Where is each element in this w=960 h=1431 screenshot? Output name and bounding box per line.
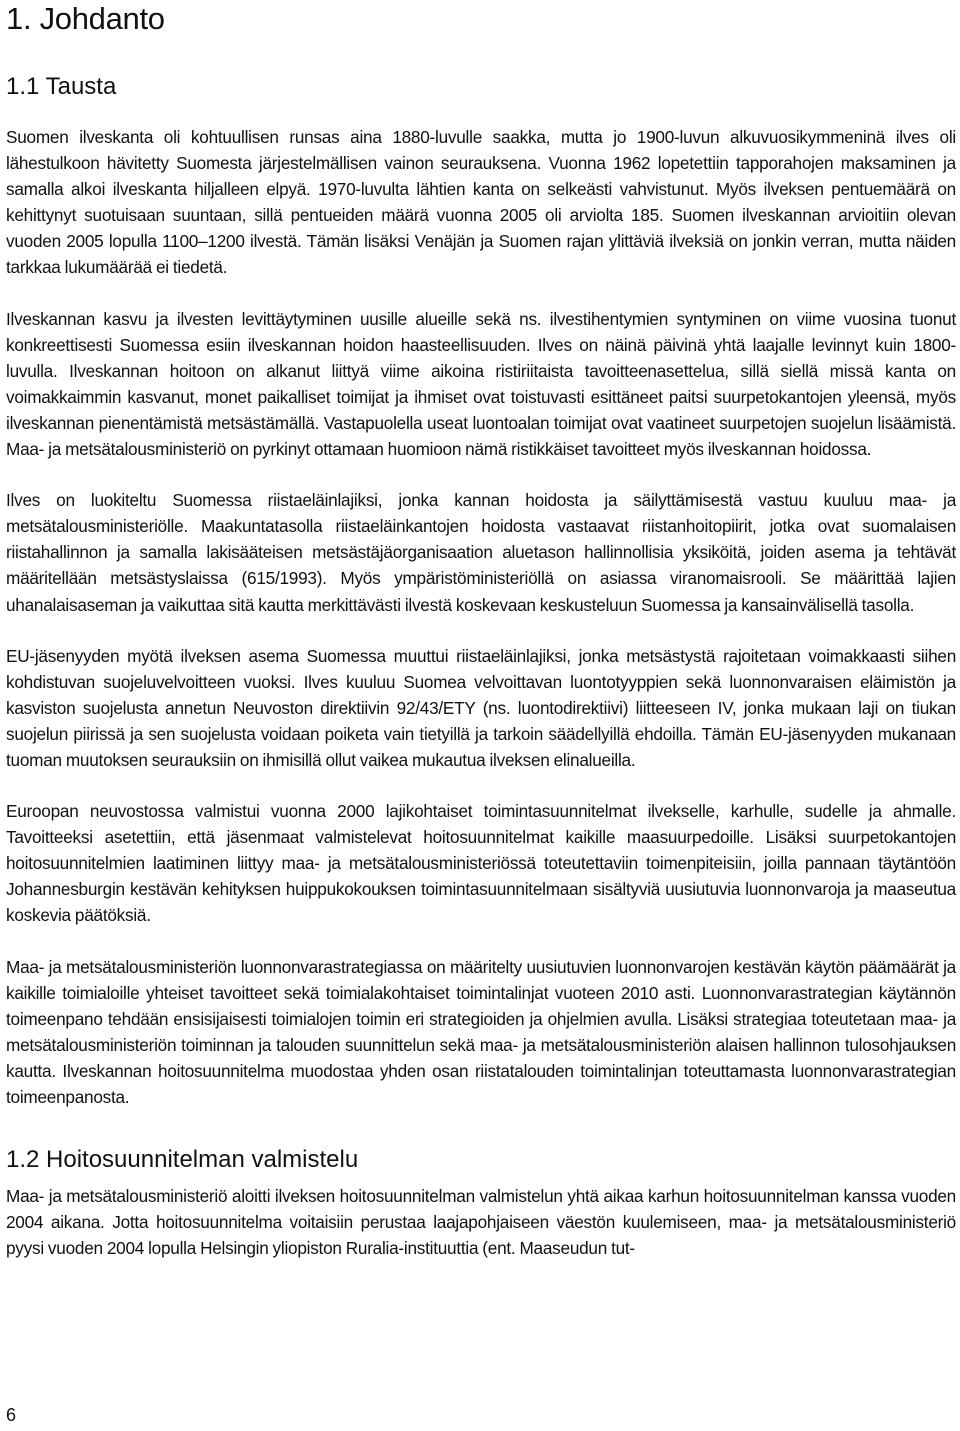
paragraph-eu-jasenyys: EU-jäsenyyden myötä ilveksen asema Suomessa muuttui riistaeläinlajiksi, jonka metsästystä rajoitetaan voimakkaasti siihen kohdistuvan suojeluvelvoitteen vuoksi. Ilves kuuluu Suomea velvoittavan luontotyyppien sekä luonnonvaraisen eläimistön ja kasviston suojelusta annetun Neuvoston direktiivin 92/43/ETY (ns. luontodirektiivi) liitteeseen IV, jonka mukaan laji on tiukan suojelun piirissä ja sen suojelusta voidaan poiketa vain tietyillä ja tarkoin säädellyillä ehdoilla. Tämän EU-jäsenyyden mukanaan tuoman muutoksen seurauksiin on ihmisillä ollut vaikea mukautua ilveksen elinalueilla. bbox=[6, 645, 956, 770]
paragraph-valmistelu: Maa- ja metsätalousministeriö aloitti ilveksen hoitosuunnitelman valmistelun yhtä aikaa karhun hoitosuunnitelman kanssa vuoden 2004 aikana. Jotta hoitosuunnitelma voitaisiin perustaa laajapohjaiseen väestön kuulemiseen, maa- ja metsätalousministeriö pyysi vuoden 2004 lopulla Helsingin yliopiston Ruralia-instituuttia (ent. Maaseudun tut- bbox=[6, 1186, 956, 1259]
document-page bbox=[6, 0, 956, 1261]
paragraph-kanta-kasvu: Ilveskannan kasvu ja ilvesten levittäytyminen uusille alueille sekä ns. ilvestihentymien syntyminen on viime vuosina tuonut konkreettisesti Suomessa esiin ilveskannan hoidon haasteellisuuden. Ilves on näinä päivinä yhtä laajalle levinnyt kuin 1800-luvulla. Ilveskannan hoitoon on alkanut liittyä viime aikoina ristiriitaista tavoitteenasettelua, sillä siellä missä kanta on voimakkaimmin kasvanut, monet paikalliset toimijat ja ihmiset ovat toistuvasti esittäneet paitsi suurpetokantojen yleensä, myös ilveskannan pienentämistä metsästämällä. Vastapuolella useat luontoalan toimijat ovat vaatineet suurpetojen suojelun lisäämistä. Maa- ja metsätalousministeriö on pyrkinyt ottamaan huomioon nämä ristikkäiset tavoitteet myös ilveskannan hoidossa. bbox=[6, 308, 956, 460]
section-heading-valmistelu: 1.2 Hoitosuunnitelman valmistelu bbox=[6, 1146, 359, 1174]
page-number: 6 bbox=[6, 1405, 17, 1425]
paragraph-riistaelainlaji: Ilves on luokiteltu Suomessa riistaeläinlajiksi, jonka kannan hoidosta ja säilyttämisestä vastuu kuuluu maa- ja metsätalousministeriölle. Maakuntatasolla riistaeläinkantojen hoidosta vastaavat riistanhoitopiirit, jotka ovat suomalaisen riistahallinnon ja samalla lakisääteisen metsästäjäorganisaation aluetason hallinnollisia yksiköitä, joiden asema ja tehtävät määritellään metsästyslaissa (615/1993). Myös ympäristöministeriöllä on asiassa viranomaisrooli. Se määrittää lajien uhanalaisaseman ja vaikuttaa sitä kautta merkittävästi ilvestä koskevaan keskusteluun Suomessa ja kansainvälisellä tasolla. bbox=[6, 490, 956, 615]
paragraph-euroopan-neuvosto: Euroopan neuvostossa valmistui vuonna 2000 lajikohtaiset toimintasuunnitelmat ilvekselle, karhulle, sudelle ja ahmalle. Tavoitteeksi asetettiin, että jäsenmaat valmistelevat hoitosuunnitelmat kaikille maasuurpedoille. Lisäksi suurpetokantojen hoitosuunnitelmien laatiminen liittyy maa- ja metsätalousministeriössä toteutettaviin toimenpiteisiin, joilla pannaan täytäntöön Johannesburgin kestävän kehityksen huippukokouksen toimintasuunnitelmaan sisältyviä uusiutuvia luonnonvaroja ja maaseutua koskevia päätöksiä. bbox=[6, 801, 956, 926]
paragraph-luonnonvarastrategia: Maa- ja metsätalousministeriön luonnonvarastrategiassa on määritelty uusiutuvien luonnonvarojen kestävän käytön päämäärät ja kaikille toimialoille yhteiset tavoitteet sekä toimialakohtaiset toimintalinjat vuoteen 2010 asti. Luonnonvarastrategian käytännön toimeenpano tehdään ensisijaisesti toimialojen toimin eri strategioiden ja ohjelmien avulla. Lisäksi strategiaa toteutetaan maa- ja metsätalousministeriön toiminnan ja talouden suunnittelun sekä maa- ja metsätalousministeriön alaisen hallinnon tulosohjauksen kautta. Ilveskannan hoitosuunnitelma muodostaa yhden osan riistatalouden toimintalinjan toteuttamasta luonnonvarastrategian toimeenpanosta. bbox=[6, 956, 956, 1107]
chapter-title: 1. Johdanto bbox=[6, 1, 165, 36]
section-heading-tausta: 1.1 Tausta bbox=[6, 73, 117, 100]
paragraph-ilveskanta-history: Suomen ilveskanta oli kohtuullisen runsas aina 1880-luvulle saakka, mutta jo 1900-luvun alkuvuosikymmeninä ilves oli lähestulkoon hävitetty Suomesta järjestelmällisen vainon seurauksena. Vuonna 1962 lopetettiin tapporahojen maksaminen ja samalla alkoi ilveskanta hiljalleen elpyä. 1970-luvulta lähtien kanta on selkeästi vahvistunut. Myös ilveksen pentuemäärä on kehittynyt suotuisaan suuntaan, sillä pentueiden määrä vuonna 2005 oli arviolta 185. Suomen ilveskannan arvioitiin olevan vuoden 2005 lopulla 1100–1200 ilvestä. Tämän lisäksi Venäjän ja Suomen rajan ylittäviä ilveksiä on jonkin verran, mutta näiden tarkkaa lukumäärää ei tiedetä. bbox=[6, 127, 956, 278]
